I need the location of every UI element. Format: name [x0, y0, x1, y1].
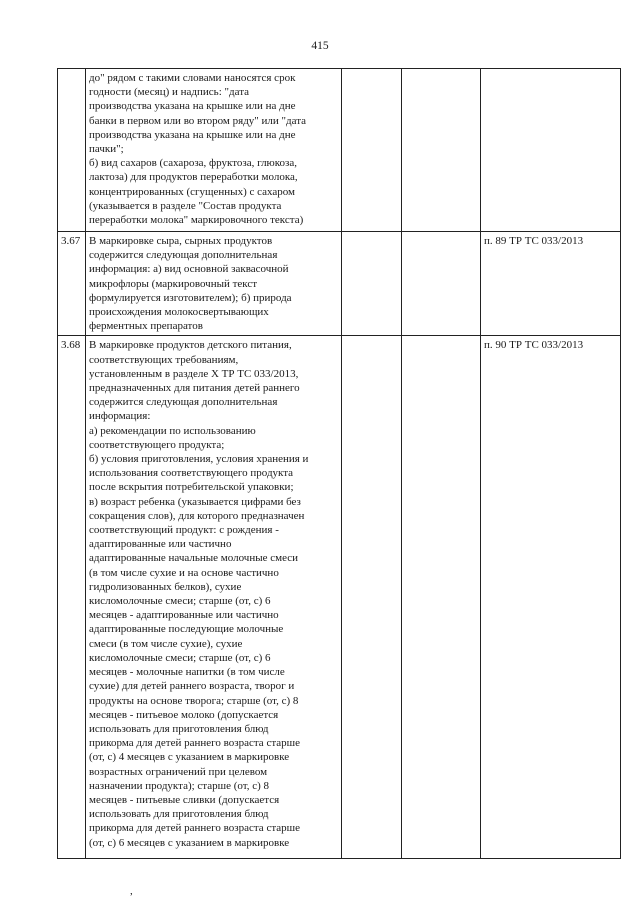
- table-row: [58, 69, 621, 232]
- requirement-text-cell: В маркировке сыра, сырных продуктов содержится следующая дополнительная информация: а) вид основной заквасочной микрофлоры (маркировочный текст формулируется изготовителем); б) природа происхождения молокосвертывающих ферментных препаратов: [86, 232, 342, 336]
- empty-cell: [342, 69, 402, 232]
- empty-cell: [342, 336, 402, 859]
- page-number: 415: [311, 40, 329, 52]
- table-row: [58, 232, 621, 336]
- empty-cell: [342, 232, 402, 336]
- requirements-table: [57, 68, 621, 859]
- reference-cell: [481, 69, 621, 232]
- item-number-cell: [58, 69, 86, 232]
- empty-cell: [402, 232, 481, 336]
- item-number-cell: 3.67: [58, 232, 86, 336]
- empty-cell: [402, 336, 481, 859]
- empty-cell: [402, 69, 481, 232]
- requirement-text-cell: В маркировке продуктов детского питания, соответствующих требованиям, установленным в разделе X ТР ТС 033/2013, предназначенных для питания детей раннего содержится следующая дополнительная информация: а) рекомендации по использованию соответствующего продукта; б) условия приготовления, условия хранения и использования соответствующего продукта после вскрытия потребительской упаковки; в) возраст ребенка (указывается цифрами без сокращения слов), для которого предназначен соответствующий продукт: с рождения - адаптированные или частично адаптированные начальные молочные смеси (в том числе сухие и на основе частично гидролизованных белков), сухие кисломолочные смеси; старше (от, с) 6 месяцев - адаптированные или частично адаптированные последующие молочные смеси (в том числе сухие), сухие кисломолочные смеси; старше (от, с) 6 месяцев - молочные напитки (в том числе сухие) для детей раннего возраста, творог и продукты на основе творога; старше (от, с) 8 месяцев - питьевое молоко (допускается использовать для приготовления блюд прикорма для детей раннего возраста старше (от, с) 4 месяцев с указанием в маркировке возрастных ограничений при целевом назначении продукта); старше (от, с) 8 месяцев - питьевые сливки (допускается использовать для приготовления блюд прикорма для детей раннего возраста старше (от, с) 6 месяцев с указанием в маркировке: [86, 336, 342, 859]
- reference-cell: п. 89 ТР ТС 033/2013: [481, 232, 621, 336]
- reference-cell: п. 90 ТР ТС 033/2013: [481, 336, 621, 859]
- footer-mark: ,: [130, 885, 133, 897]
- item-number-cell: 3.68: [58, 336, 86, 859]
- requirement-text-cell: до" рядом с такими словами наносятся срок годности (месяц) и надпись: "дата производства указана на крышке или на дне банки в первом или во втором ряду" или "дата производства указана на крышке или на дне пачки"; б) вид сахаров (сахароза, фруктоза, глюкоза, лактоза) для продуктов переработки молока, концентрированных (сгущенных) с сахаром (указывается в разделе "Состав продукта переработки молока" маркировочного текста): [86, 69, 342, 232]
- table-row: [58, 336, 621, 859]
